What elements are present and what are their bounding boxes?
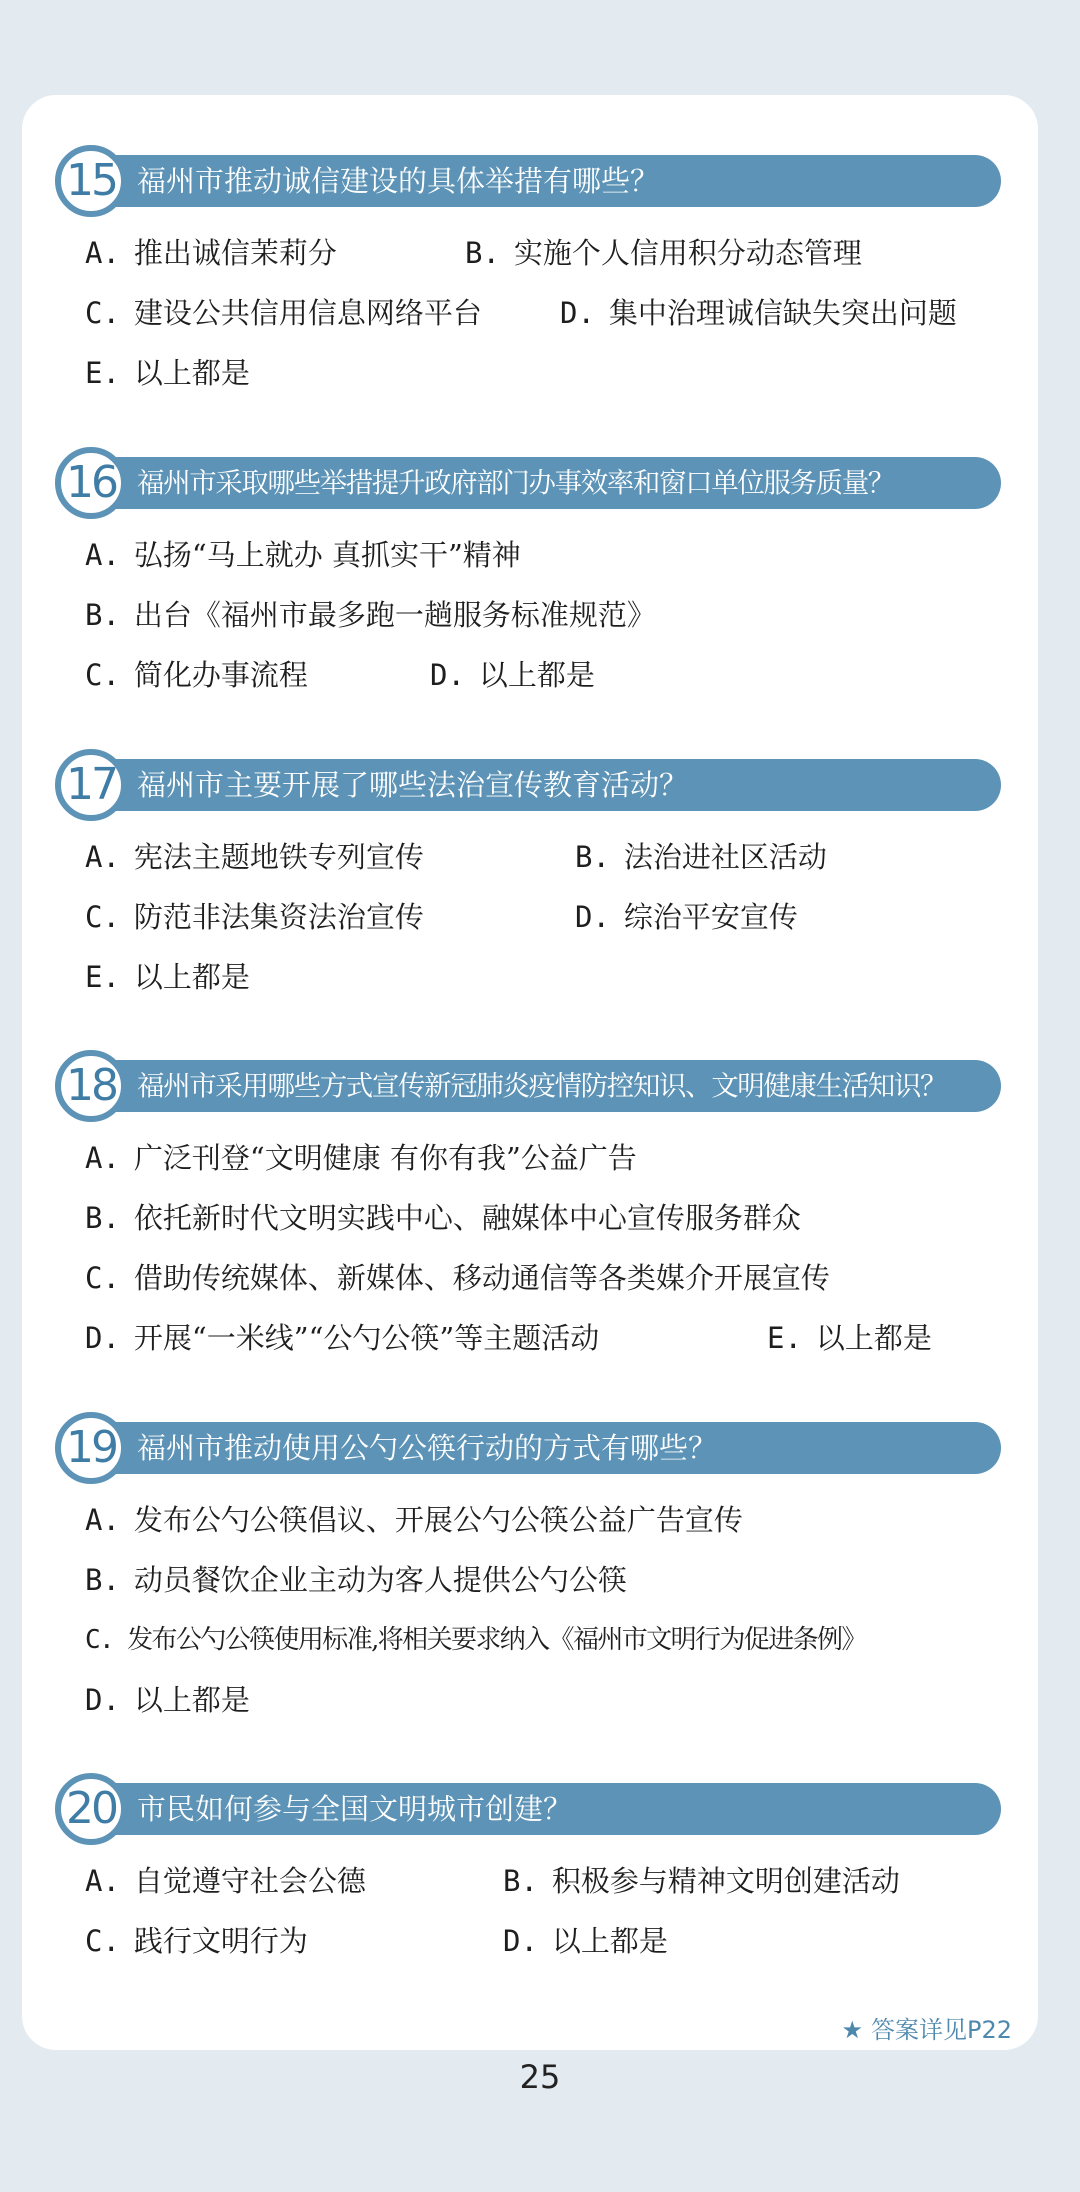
option-line [55,223,1001,283]
option-d: D. 集中治理诚信缺失突出问题 [560,296,957,330]
question-number: 15 [55,145,127,217]
question-18 [55,1050,1001,1368]
question-header [55,749,1001,827]
option-line [55,887,1001,947]
question-header [55,447,1001,525]
star-icon: ★ [841,2016,863,2044]
option-line [55,1308,1001,1368]
option-line [55,1610,1001,1670]
question-text: 福州市采取哪些举措提升政府部门办事效率和窗口单位服务质量？ [137,467,894,499]
option-line [55,1248,1001,1308]
question-number: 19 [55,1412,127,1484]
option-line [55,343,1001,403]
question-number: 17 [55,749,127,821]
question-16 [55,447,1001,705]
question-number: 18 [55,1050,127,1122]
option-d: D. 综治平安宣传 [575,900,798,934]
page-number: 25 [519,2058,561,2096]
question-text: 市民如何参与全国文明城市创建？ [137,1792,573,1826]
option-a: A. 广泛刊登“文明健康 有你有我”公益广告 [85,1141,637,1175]
option-c: C. 借助传统媒体、新媒体、移动通信等各类媒介开展宣传 [85,1261,830,1295]
option-line [55,1670,1001,1730]
option-b: B. 动员餐饮企业主动为客人提供公勺公筷 [85,1563,627,1597]
answer-reference [841,2010,1012,2045]
option-line [55,1490,1001,1550]
option-b: B. 法治进社区活动 [575,840,827,874]
option-c: C. 建设公共信用信息网络平台 [85,296,482,330]
option-d: D. 以上都是 [430,658,595,692]
option-b: B. 出台《福州市最多跑一趟服务标准规范》 [85,598,656,632]
question-text: 福州市采用哪些方式宣传新冠肺炎疫情防控知识、文明健康生活知识？ [137,1070,947,1102]
question-15 [55,145,1001,403]
option-a: A. 自觉遵守社会公德 [85,1864,366,1898]
option-line [55,1188,1001,1248]
question-number: 16 [55,447,127,519]
option-e: E. 以上都是 [767,1321,932,1355]
option-a: A. 发布公勺公筷倡议、开展公勺公筷公益广告宣传 [85,1503,743,1537]
option-a: A. 推出诚信茉莉分 [85,236,337,270]
question-20 [55,1773,1001,1971]
question-text: 福州市主要开展了哪些法治宣传教育活动？ [137,768,689,802]
option-line [55,645,1001,705]
question-header [55,145,1001,223]
option-b: B. 积极参与精神文明创建活动 [503,1864,900,1898]
option-a: A. 弘扬“马上就办 真抓实干”精神 [85,538,521,572]
option-e: E. 以上都是 [85,960,250,994]
option-c: C. 发布公勺公筷使用标准,将相关要求纳入《福州市文明行为促进条例》 [85,1625,866,1655]
answer-note-text: 答案详见P22 [870,2016,1012,2044]
option-line [55,1128,1001,1188]
option-line [55,1911,1001,1971]
option-line [55,585,1001,645]
question-19 [55,1412,1001,1730]
question-17 [55,749,1001,1007]
option-e: E. 以上都是 [85,356,250,390]
question-number: 20 [55,1773,127,1845]
option-line [55,525,1001,585]
option-a: A. 宪法主题地铁专列宣传 [85,840,424,874]
option-line [55,947,1001,1007]
option-c: C. 简化办事流程 [85,658,308,692]
question-header [55,1773,1001,1851]
question-text: 福州市推动使用公勺公筷行动的方式有哪些？ [137,1431,718,1465]
option-b: B. 依托新时代文明实践中心、融媒体中心宣传服务群众 [85,1201,801,1235]
option-line [55,1550,1001,1610]
option-b: B. 实施个人信用积分动态管理 [465,236,862,270]
option-c: C. 践行文明行为 [85,1924,308,1958]
question-text: 福州市推动诚信建设的具体举措有哪些？ [137,164,660,198]
question-header [55,1050,1001,1128]
option-d: D. 以上都是 [503,1924,668,1958]
option-c: C. 防范非法集资法治宣传 [85,900,424,934]
option-d: D. 开展“一米线”“公勺公筷”等主题活动 [85,1321,600,1355]
option-line [55,827,1001,887]
option-line [55,283,1001,343]
option-d: D. 以上都是 [85,1683,250,1717]
question-header [55,1412,1001,1490]
option-line [55,1851,1001,1911]
